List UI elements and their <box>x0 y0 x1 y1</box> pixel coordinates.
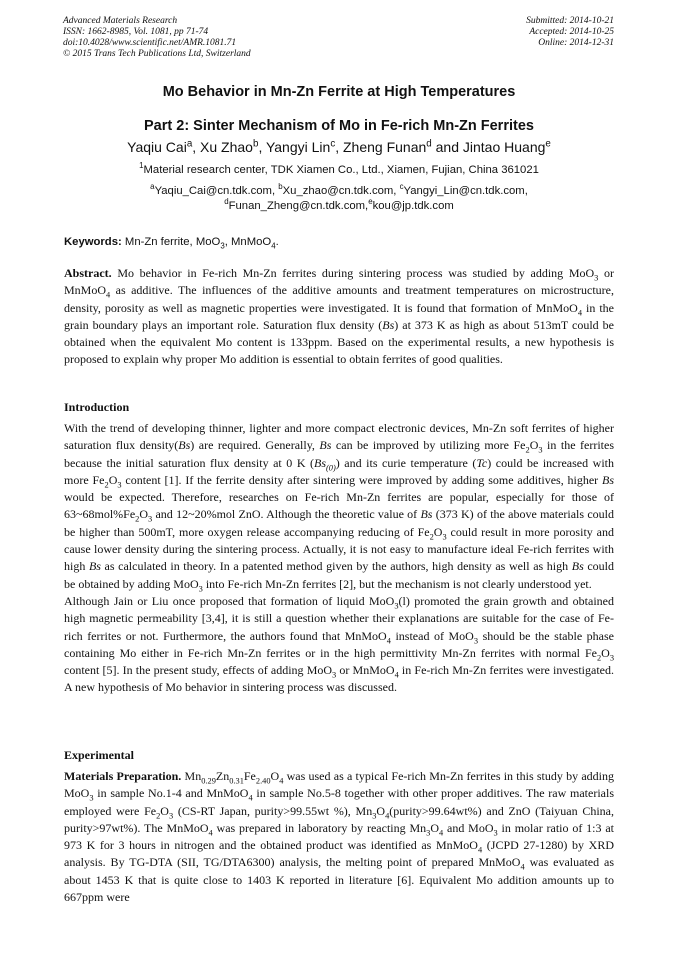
author: Yaqiu Cai <box>127 139 187 155</box>
issn: ISSN: 1662-8985, Vol. 1081, pp 71-74 <box>63 27 209 37</box>
email-link[interactable]: Yaqiu_Cai@cn.tdk.com, <box>154 185 276 197</box>
abstract-text: Mo behavior in Fe-rich Mn-Zn ferrites during sintering process was studied by adding MoO$_3$ or MnMoO$_4$ as additive. The influences of the additive amounts and treatment temperatures on microstructure, density, porosity as well as magnetic properties were investigated. It is found that formation of MnMoO$_4$ in the grain boundary plays an important role. Saturation flux density (Bs) at 373 K as high as about 513mT could be obtained when the equivalent Mo content is 133ppm. Based on the experimental results, a new hypothesis is proposed to explain why proper Mo addition is essential to obtain ferrites of good qualities. <box>64 266 615 367</box>
author-list: Yaqiu Cai$^a$, Xu Zhao$^b$, Yangyi Lin$^c$, Zheng Funan$^d$ and Jintao Huang$^e$ <box>127 138 551 155</box>
copyright: © 2015 Trans Tech Publications Ltd, Switzerland <box>63 49 251 59</box>
keywords-text: Mn-Zn ferrite, MoO$_3$, MnMoO$_4$. <box>124 236 279 251</box>
author-emails: $^a$Yaqiu_Cai@cn.tdk.com, $^b$Xu_zhao@cn.tdk.com, $^c$Yangyi_Lin@cn.tdk.com, $^d$Funan_Zheng@cn.tdk.com,$^e$kou@jp.tdk.com <box>150 182 528 212</box>
author: Yangyi Lin <box>265 139 331 155</box>
author-mark: d <box>426 138 432 150</box>
accepted-date: Accepted: 2014-10-25 <box>529 27 614 37</box>
doi[interactable]: doi:10.4028/www.scientific.net/AMR.1081.71 <box>63 38 237 48</box>
affiliation-mark: 1 <box>139 161 144 171</box>
keywords-label: Keywords: <box>64 236 122 248</box>
paper-title: Mo Behavior in Mn-Zn Ferrite at High Temperatures <box>162 84 516 100</box>
paragraph: $Mn_{0.29}Zn_{0.31}Fe_{2.40}O_4$ was used as a typical Fe-rich Mn-Zn ferrites in this study by adding MoO$_3$ in sample No.1-4 and MnMoO$_4$ in sample No.5-8 together with other proper additives. The raw materials employed were $Fe_2O_3$ (CS-RT Japan, purity>99.55wt %), $Mn_3O_4(purity>99.64wt\%)$ and ZnO (Taiyuan China, purity>97wt%). The MnMoO$_4$ was prepared in laboratory by reacting $Mn_3O_4$ and MoO$_3$ in molar ratio of 1:3 at 973 K for 3 hours in nitrogen and the obtained product was identified as MnMoO$_4$ (JCPD 27-1280) by XRD analysis. By TG-DTA (SII, TG/DTA6300) analysis, the melting point of prepared MnMoO$_4$ was evaluated as about 1453 K that is quite close to 1403 K reported in literature [6]. Equivalent Mo addition amounts up to 667ppm were <box>64 769 615 905</box>
author: Zheng Funan <box>343 139 427 155</box>
email-link[interactable]: kou@jp.tdk.com <box>372 200 454 212</box>
abstract <box>64 265 614 369</box>
section-heading-experimental: Experimental <box>64 748 134 762</box>
email-link[interactable]: Xu_zhao@cn.tdk.com, <box>282 185 397 197</box>
author-mark: b <box>252 138 259 150</box>
experimental-body <box>64 768 614 906</box>
author: Xu Zhao <box>200 139 253 155</box>
author-mark: c <box>330 138 336 150</box>
dates-header <box>526 16 614 49</box>
subsection-label: Materials Preparation. <box>64 769 182 783</box>
author-mark: e <box>545 138 551 150</box>
journal-name: Advanced Materials Research <box>63 16 178 26</box>
author: Jintao Huang <box>462 139 546 155</box>
paragraph: Although Jain or Liu once proposed that formation of liquid MoO$_3$(l) promoted the grain growth and obtained high magnetic permeability [3,4], it is still a question whether their explanations are suitable for the case of Fe-rich ferrites or not. Furthermore, the authors found that MnMoO$_4$ instead of MoO$_3$ should be the stable phase containing Mo either in Fe-rich Mn-Zn ferrites or in the high permittivity Mn-Zn ferrites with normal $Fe_2O_3$ content [5]. In the present study, effects of adding MoO$_3$ or MnMoO$_4$ in Fe-rich Mn-Zn ferrites were investigated. A new hypothesis of Mo behavior in sintering process was discussed. <box>64 593 614 695</box>
submitted-date: Submitted: 2014-10-21 <box>526 16 614 26</box>
introduction-body <box>64 420 614 697</box>
email-link[interactable]: Yangyi_Lin@cn.tdk.com, <box>403 185 528 197</box>
affiliation <box>0 161 678 176</box>
journal-header <box>63 16 251 60</box>
abstract-label: Abstract. <box>64 266 112 280</box>
paper-subtitle: Part 2: Sinter Mechanism of Mo in Fe-rich Mn-Zn Ferrites <box>144 118 534 134</box>
email-link[interactable]: Funan_Zheng@cn.tdk.com, <box>228 200 369 212</box>
paragraph: With the trend of developing thinner, lighter and more compact electronic devices, Mn-Zn soft ferrites of higher saturation flux density(Bs) are required. Generally, Bs can be improved by utilizing more $Fe_2O_3$ in the ferrites because the initial saturation flux density at 0 K $(Bs_{(0)})$ and its curie temperature (Tc) could be increased with more $Fe_2O_3$ content [1]. If the ferrite density after sintering were improved by adding some additives, higher Bs would be expected. Therefore, researches on Fe-rich Mn-Zn ferrites are popular, especially for those of $63\sim 68mol\%Fe_2O_3$ and 12~20%mol ZnO. Although the theoretic value of Bs (373 K) of the above materials could be higher than 500mT, more oxygen release accompanying reducing of $Fe_2O_3$ could result in more porosity and cause lower density during the sintering process. Actually, it is not easy to manufacture ideal Fe-rich ferrites with high Bs as calculated in theory. In a patented method given by the authors, high density as well as high Bs could be obtained by adding MoO$_3$ into Fe-rich Mn-Zn ferrites [2], but the mechanism is not clearly understood yet. <box>64 421 615 594</box>
author-mark: a <box>186 138 193 150</box>
section-heading-introduction: Introduction <box>64 400 130 414</box>
affiliation-text: Material research center, TDK Xiamen Co., Ltd., Xiamen, Fujian, China 361021 <box>143 164 539 176</box>
online-date: Online: 2014-12-31 <box>538 38 614 48</box>
keywords <box>64 236 279 251</box>
